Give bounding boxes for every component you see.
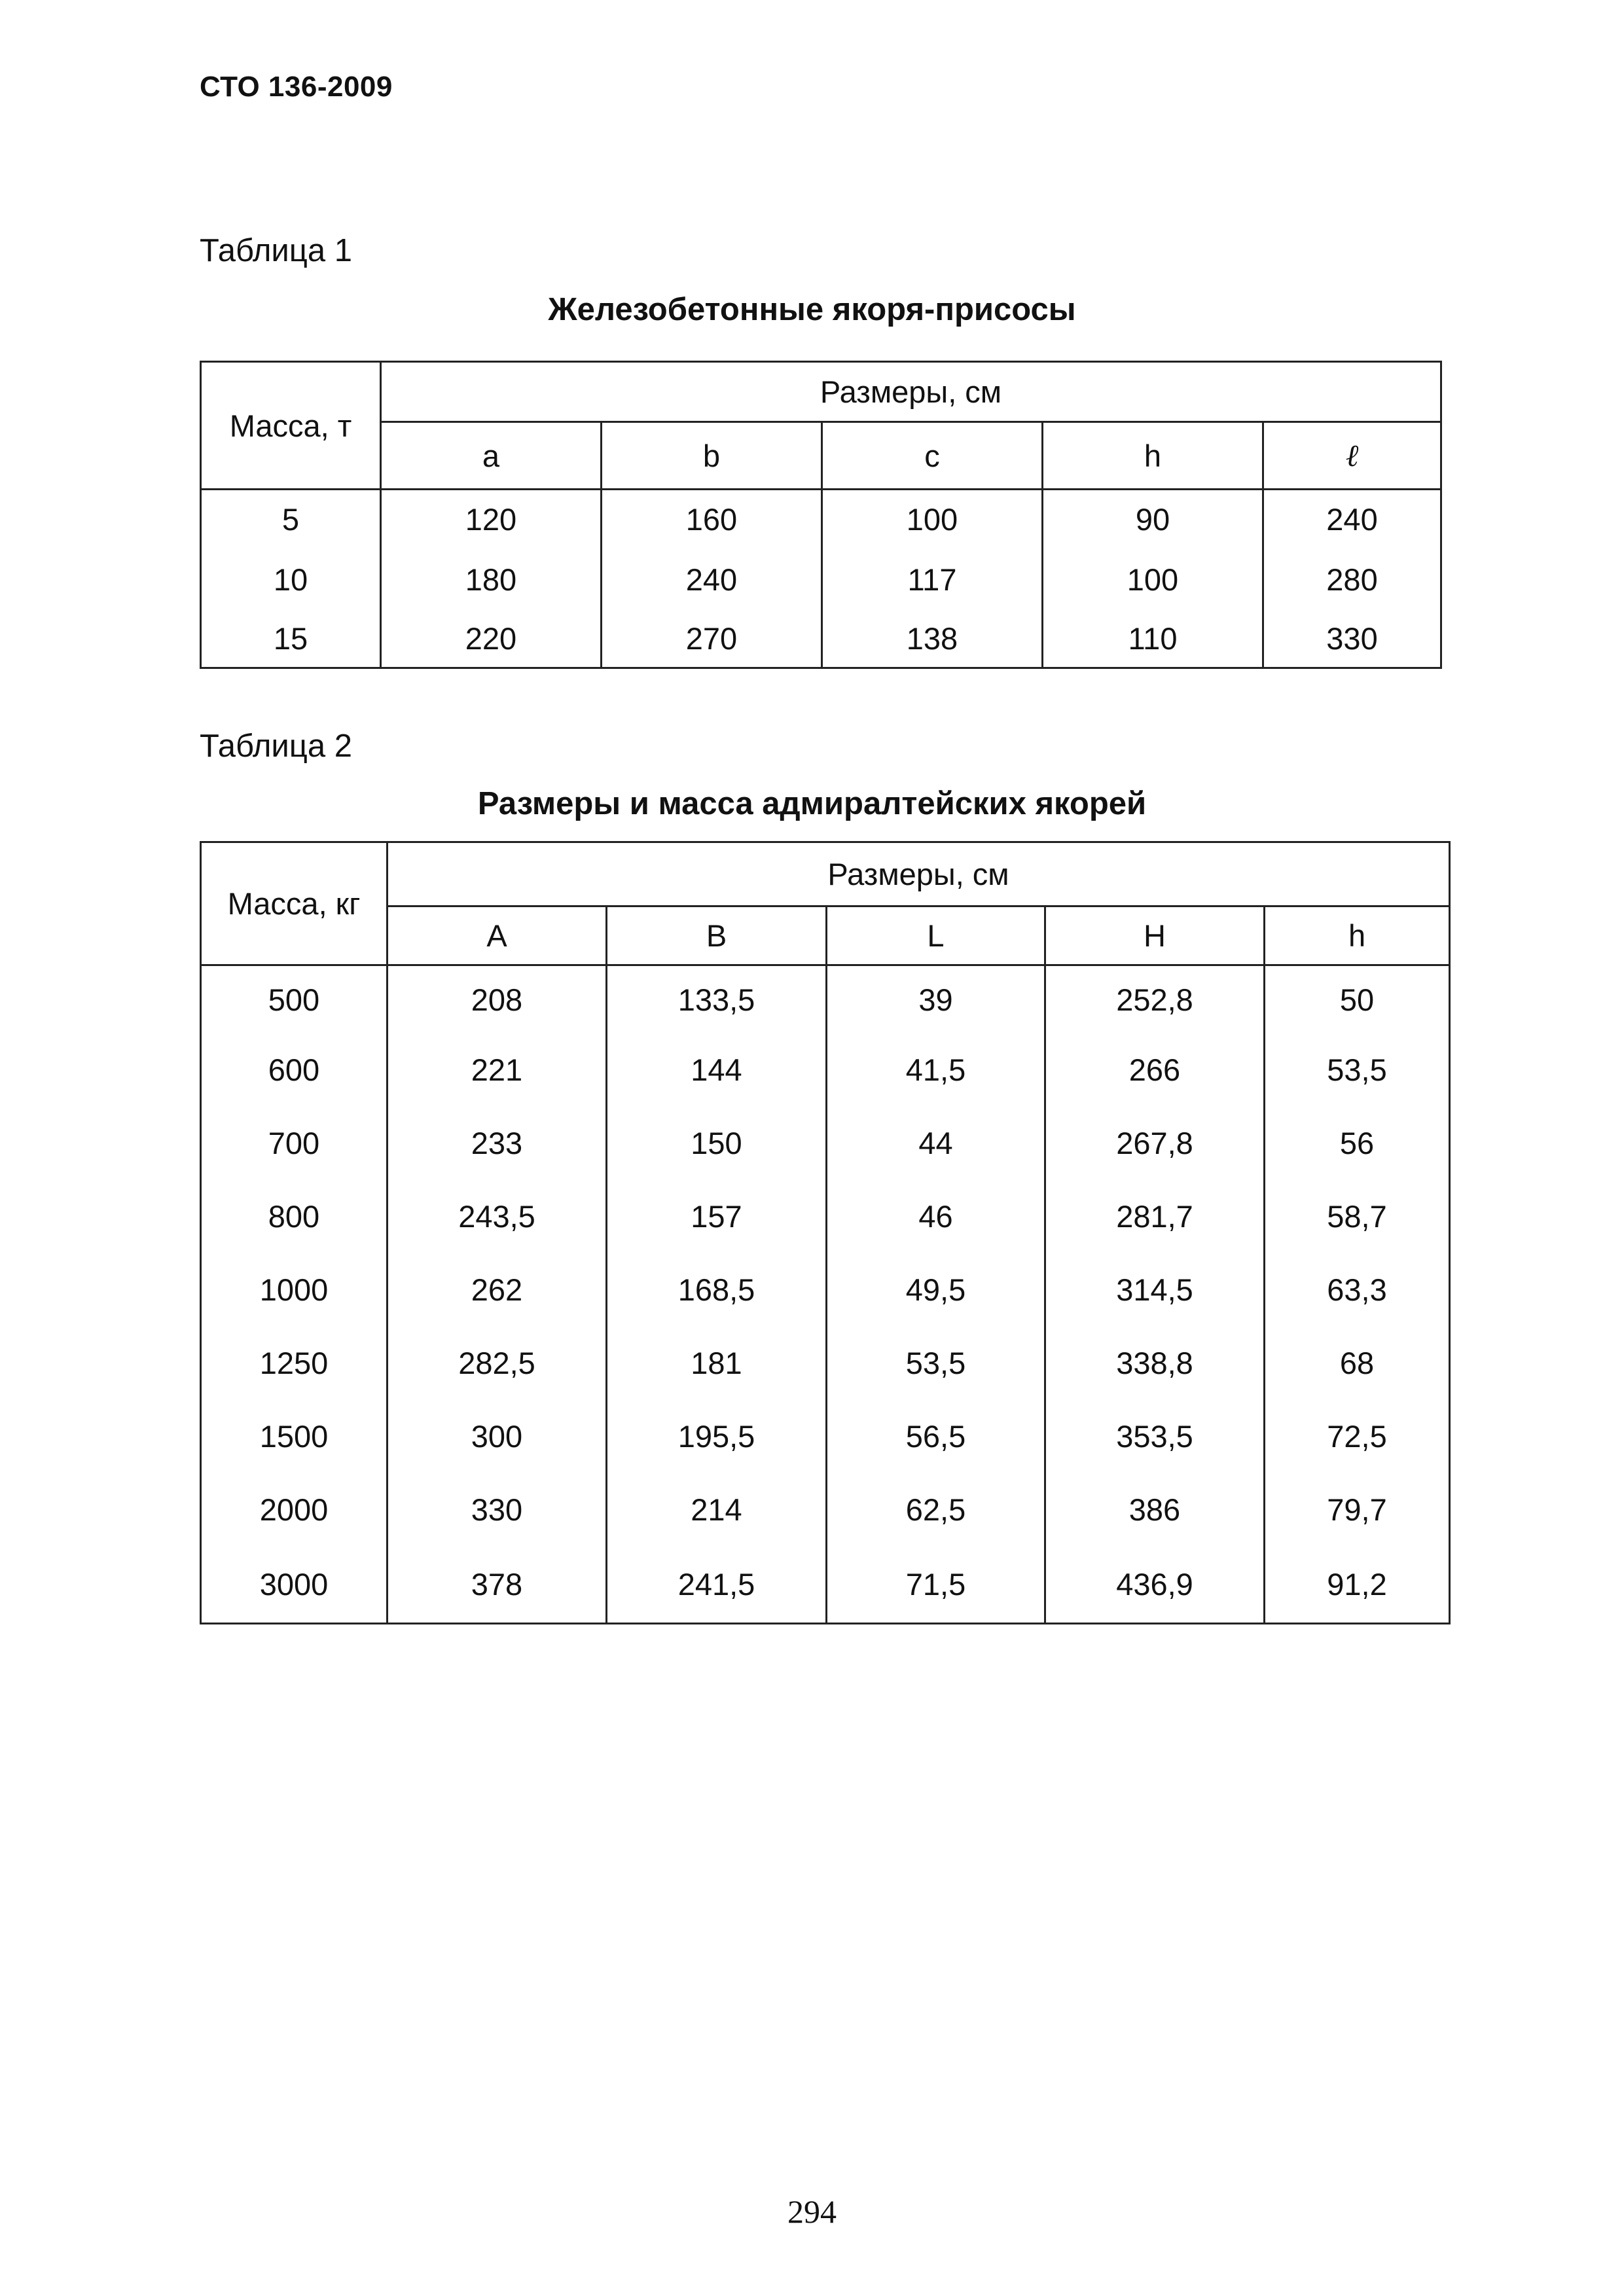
document-code: СТО 136-2009 <box>200 71 393 103</box>
table-cell: 49,5 <box>827 1253 1045 1327</box>
table-cell: 195,5 <box>607 1400 827 1473</box>
table-cell: 71,5 <box>827 1547 1045 1624</box>
table-cell: 214 <box>607 1473 827 1547</box>
table-cell: 15 <box>201 611 381 668</box>
table-cell: 41,5 <box>827 1033 1045 1107</box>
table-cell: 700 <box>201 1107 388 1180</box>
table-cell: 10 <box>201 548 381 611</box>
table-cell: 181 <box>607 1327 827 1400</box>
table-1-label: Таблица 1 <box>200 233 352 268</box>
column-header: a <box>381 422 602 490</box>
table-2-title: Размеры и масса адмиралтейских якорей <box>477 786 1147 821</box>
table-cell: 120 <box>381 490 602 548</box>
table-cell: 72,5 <box>1265 1400 1450 1473</box>
table-cell: 58,7 <box>1265 1180 1450 1253</box>
table-cell: 56,5 <box>827 1400 1045 1473</box>
table-cell: 221 <box>388 1033 607 1107</box>
table-row <box>201 490 1441 548</box>
table-cell: 2000 <box>201 1473 388 1547</box>
table-cell: 90 <box>1043 490 1263 548</box>
column-header: b <box>602 422 822 490</box>
table-cell: 168,5 <box>607 1253 827 1327</box>
table-cell: 3000 <box>201 1547 388 1624</box>
table-cell: 79,7 <box>1265 1473 1450 1547</box>
table-cell: 280 <box>1263 548 1441 611</box>
table-1 <box>200 361 1442 669</box>
table-cell: 1000 <box>201 1253 388 1327</box>
table-cell: 270 <box>602 611 822 668</box>
column-header: H <box>1045 906 1265 965</box>
page-number: 294 <box>787 2193 837 2230</box>
table-row <box>201 1107 1450 1180</box>
table-cell: 160 <box>602 490 822 548</box>
table-cell: 144 <box>607 1033 827 1107</box>
column-header: B <box>607 906 827 965</box>
table-cell: 133,5 <box>607 965 827 1033</box>
table-cell: 44 <box>827 1107 1045 1180</box>
table-cell: 262 <box>388 1253 607 1327</box>
table-cell: 150 <box>607 1107 827 1180</box>
table-cell: 314,5 <box>1045 1253 1265 1327</box>
table-cell: 267,8 <box>1045 1107 1265 1180</box>
table-cell: 338,8 <box>1045 1327 1265 1400</box>
table-cell: 330 <box>1263 611 1441 668</box>
table-cell: 330 <box>388 1473 607 1547</box>
column-header: c <box>822 422 1043 490</box>
table-cell: 243,5 <box>388 1180 607 1253</box>
table-cell: 241,5 <box>607 1547 827 1624</box>
table-row <box>201 1327 1450 1400</box>
table-cell: 100 <box>1043 548 1263 611</box>
table-cell: 378 <box>388 1547 607 1624</box>
table-cell: 62,5 <box>827 1473 1045 1547</box>
table-cell: 1250 <box>201 1327 388 1400</box>
dimensions-header: Размеры, см <box>388 842 1450 906</box>
table-cell: 91,2 <box>1265 1547 1450 1624</box>
table-cell: 252,8 <box>1045 965 1265 1033</box>
column-header: L <box>827 906 1045 965</box>
table-row <box>201 1400 1450 1473</box>
table-2-label: Таблица 2 <box>200 728 352 764</box>
table-row <box>201 1180 1450 1253</box>
table-cell: 50 <box>1265 965 1450 1033</box>
table-cell: 157 <box>607 1180 827 1253</box>
column-header: ℓ <box>1263 422 1441 490</box>
table-row <box>201 1473 1450 1547</box>
table-cell: 56 <box>1265 1107 1450 1180</box>
table-cell: 300 <box>388 1400 607 1473</box>
table-cell: 266 <box>1045 1033 1265 1107</box>
table-cell: 436,9 <box>1045 1547 1265 1624</box>
table-cell: 100 <box>822 490 1043 548</box>
mass-header: Масса, т <box>201 362 381 490</box>
table-cell: 240 <box>1263 490 1441 548</box>
table-cell: 800 <box>201 1180 388 1253</box>
table-row <box>201 1033 1450 1107</box>
table-cell: 386 <box>1045 1473 1265 1547</box>
table-cell: 500 <box>201 965 388 1033</box>
column-header: h <box>1265 906 1450 965</box>
table-row <box>201 965 1450 1033</box>
table-cell: 180 <box>381 548 602 611</box>
table-cell: 240 <box>602 548 822 611</box>
table-cell: 5 <box>201 490 381 548</box>
table-cell: 68 <box>1265 1327 1450 1400</box>
table-cell: 117 <box>822 548 1043 611</box>
column-header: h <box>1043 422 1263 490</box>
table-cell: 63,3 <box>1265 1253 1450 1327</box>
table-cell: 208 <box>388 965 607 1033</box>
table-cell: 46 <box>827 1180 1045 1253</box>
table-cell: 600 <box>201 1033 388 1107</box>
column-header: A <box>388 906 607 965</box>
table-cell: 39 <box>827 965 1045 1033</box>
table-row <box>201 611 1441 668</box>
table-cell: 138 <box>822 611 1043 668</box>
table-cell: 281,7 <box>1045 1180 1265 1253</box>
table-cell: 1500 <box>201 1400 388 1473</box>
table-1-title: Железобетонные якоря-присосы <box>548 292 1076 327</box>
table-row <box>201 548 1441 611</box>
table-cell: 233 <box>388 1107 607 1180</box>
table-2 <box>200 841 1451 1624</box>
table-cell: 220 <box>381 611 602 668</box>
table-row <box>201 1547 1450 1624</box>
table-cell: 53,5 <box>827 1327 1045 1400</box>
mass-header: Масса, кг <box>201 842 388 965</box>
table-row <box>201 1253 1450 1327</box>
dimensions-header: Размеры, см <box>381 362 1441 422</box>
table-cell: 53,5 <box>1265 1033 1450 1107</box>
table-cell: 110 <box>1043 611 1263 668</box>
table-cell: 282,5 <box>388 1327 607 1400</box>
table-cell: 353,5 <box>1045 1400 1265 1473</box>
